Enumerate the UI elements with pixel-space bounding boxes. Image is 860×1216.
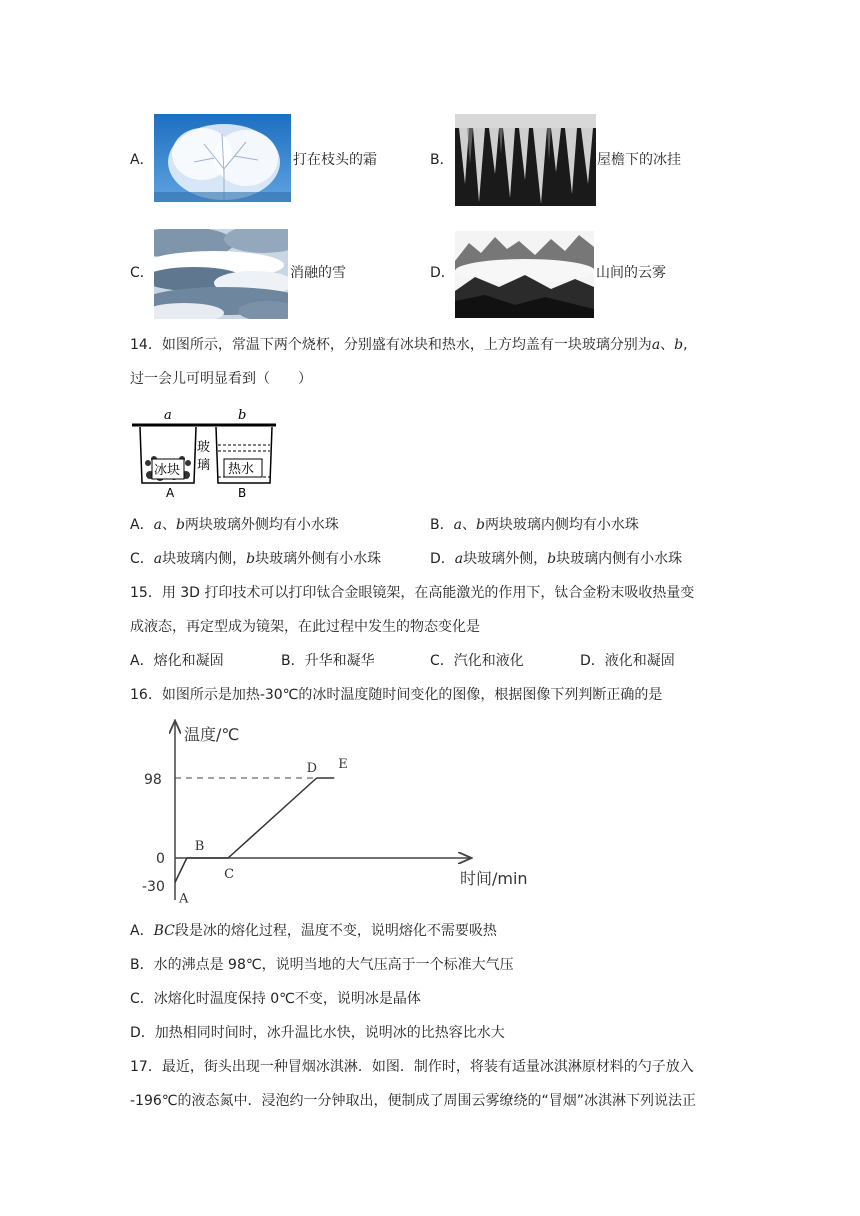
q15-option-c: C．汽化和液化 bbox=[430, 653, 524, 669]
q15-option-a: A．熔化和凝固 bbox=[130, 653, 224, 669]
q14-option-d: D．a块玻璃外侧，b块玻璃内侧有小水珠 bbox=[430, 551, 683, 567]
segment-CD bbox=[228, 778, 317, 858]
point-label-C: C bbox=[224, 867, 235, 882]
frost-branches-image bbox=[154, 114, 291, 202]
segment-AB bbox=[175, 858, 187, 882]
point-label-B: B bbox=[194, 839, 205, 854]
option-a-caption: 打在枝头的霜 bbox=[293, 152, 377, 168]
point-label-A: A bbox=[179, 891, 189, 907]
temperature-time-chart bbox=[130, 710, 550, 910]
x-axis-label: 时间/min bbox=[460, 869, 528, 888]
icicles-image bbox=[455, 114, 596, 206]
option-c-caption: 消融的雪 bbox=[290, 265, 346, 281]
option-c-letter: C． bbox=[130, 265, 154, 281]
y-axis-label: 温度/℃ bbox=[184, 725, 240, 744]
glass-label-2: 璃 bbox=[197, 458, 211, 473]
option-a-letter: A． bbox=[130, 152, 154, 168]
q15-option-d: D．液化和凝固 bbox=[580, 653, 675, 669]
option-b-letter: B． bbox=[430, 152, 454, 168]
option-d-caption: 山间的云雾 bbox=[596, 265, 666, 281]
q14-stem-line2: 过一会儿可明显看到（ ） bbox=[130, 371, 312, 387]
point-label-D: D bbox=[306, 761, 318, 776]
glass-b-label: b bbox=[238, 408, 247, 423]
point-label-E: E bbox=[338, 757, 348, 772]
q15-option-b: B．升华和凝华 bbox=[281, 653, 375, 669]
beaker-figure bbox=[130, 405, 280, 503]
q16-option-d: D．加热相同时间时，冰升温比水快，说明冰的比热容比水大 bbox=[130, 1025, 505, 1041]
q15-stem-line1: 15．用 3D 打印技术可以打印钛合金眼镜架，在高能激光的作用下，钛合金粉末吸收热量变 bbox=[130, 585, 695, 601]
q14-option-b: B．a、b两块玻璃内侧均有小水珠 bbox=[430, 517, 639, 533]
q16-option-b: B．水的沸点是 98℃，说明当地的大气压高于一个标准大气压 bbox=[130, 957, 514, 973]
q16-option-a: A．BC段是冰的熔化过程，温度不变，说明熔化不需要吸热 bbox=[130, 923, 497, 939]
y-tick-minus-30: -30 bbox=[142, 879, 165, 895]
y-tick-98: 98 bbox=[144, 772, 162, 788]
option-b-caption: 屋檐下的冰挂 bbox=[597, 152, 681, 168]
cup-b-label: B bbox=[238, 486, 247, 500]
mountain-fog-image bbox=[455, 231, 594, 318]
cup-a-label: A bbox=[166, 486, 175, 500]
q16-option-c: C．冰熔化时温度保持 0℃不变，说明冰是晶体 bbox=[130, 991, 421, 1007]
q16-stem: 16．如图所示是加热-30℃的冰时温度随时间变化的图像，根据图像下列判断正确的是 bbox=[130, 687, 663, 703]
glass-label-1: 玻 bbox=[197, 440, 211, 455]
melting-snow-image bbox=[154, 229, 288, 319]
ice-label: 冰块 bbox=[154, 463, 181, 478]
q15-stem-line2: 成液态，再定型成为镜架，在此过程中发生的物态变化是 bbox=[130, 619, 480, 635]
q17-stem-line1: 17．最近，街头出现一种冒烟冰淇淋．如图．制作时，将装有适量冰淇淋原材料的勺子放入 bbox=[130, 1059, 694, 1075]
q17-stem-line2: -196℃的液态氮中．浸泡约一分钟取出，便制成了周围云雾缭绕的“冒烟”冰淇淋下列说法正 bbox=[130, 1093, 696, 1109]
q14-stem-line1: 14．如图所示，常温下两个烧杯，分别盛有冰块和热水，上方均盖有一块玻璃分别为a、b, bbox=[130, 337, 688, 353]
q14-option-a: A．a、b两块玻璃外侧均有小水珠 bbox=[130, 517, 339, 533]
hot-water-label: 热水 bbox=[228, 462, 255, 477]
option-d-letter: D． bbox=[430, 265, 455, 281]
glass-a-label: a bbox=[164, 408, 172, 423]
q14-option-c: C．a块玻璃内侧，b块玻璃外侧有小水珠 bbox=[130, 551, 382, 567]
y-tick-0: 0 bbox=[156, 851, 165, 867]
